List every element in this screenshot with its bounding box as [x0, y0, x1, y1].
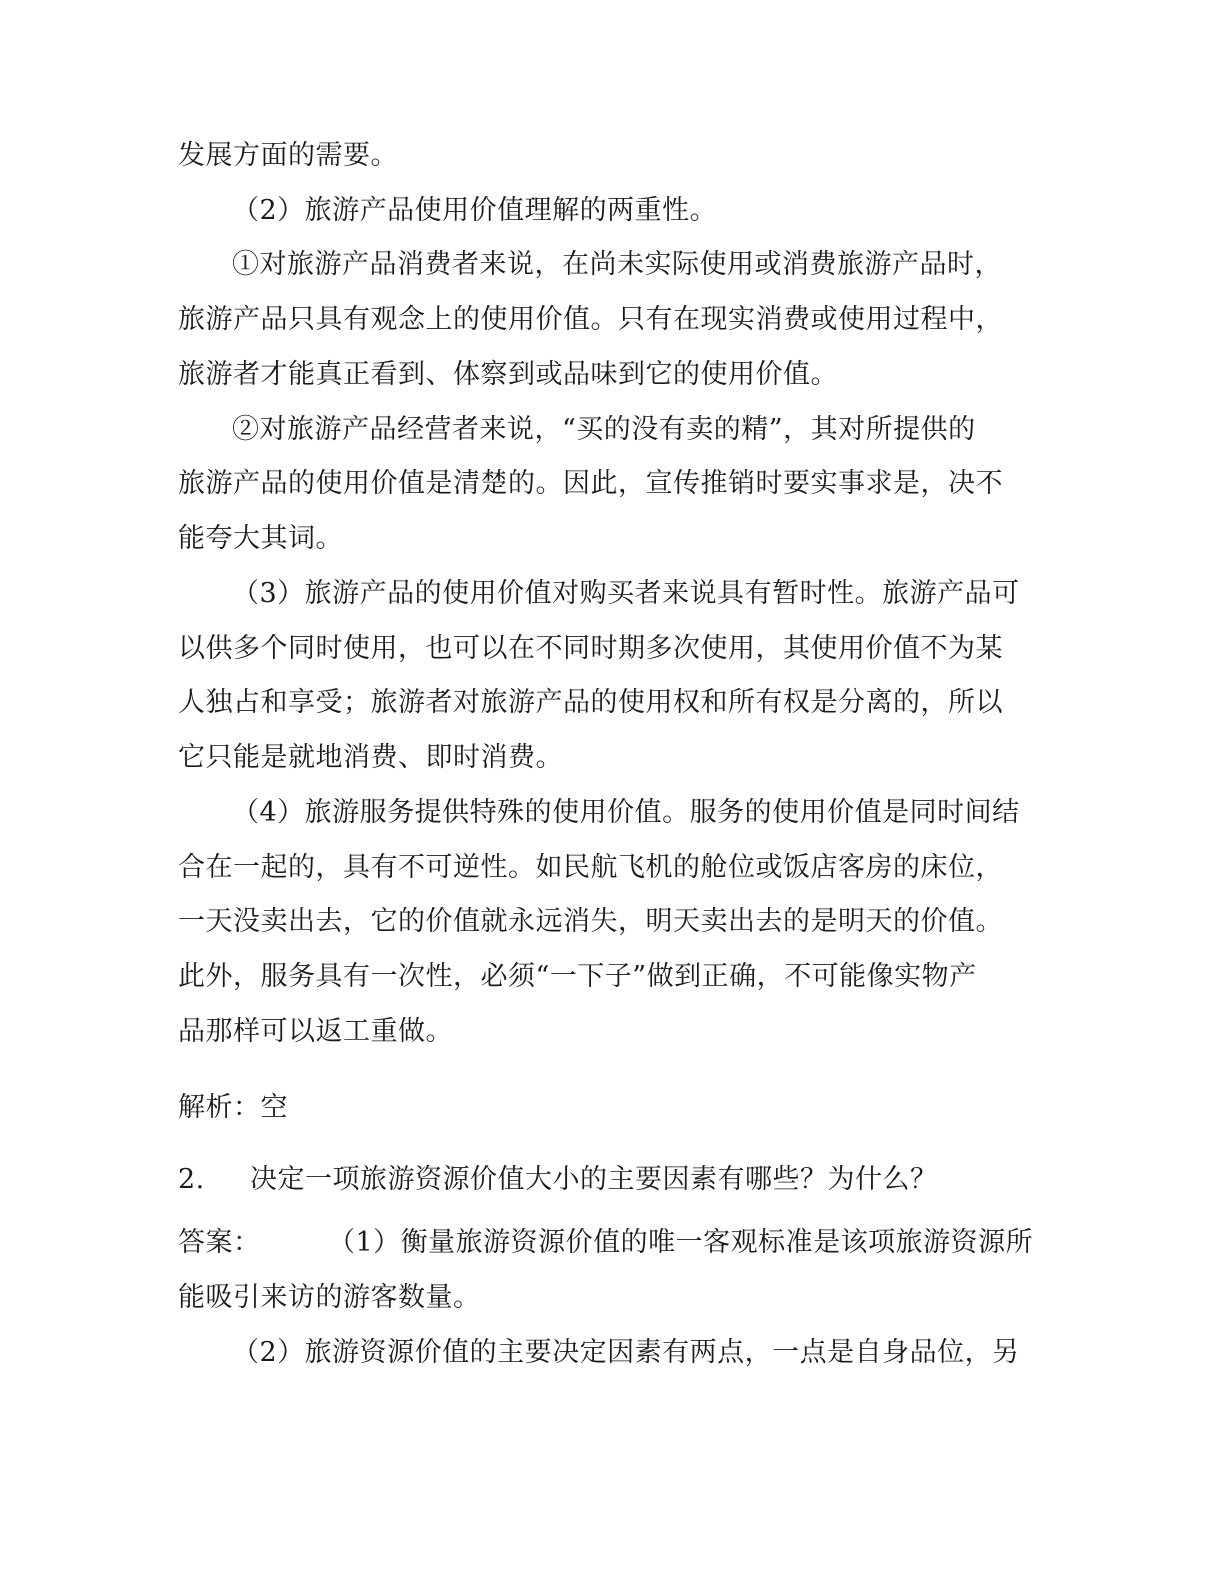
question-text: 决定一项旅游资源价值大小的主要因素有哪些？为什么？ [250, 1164, 938, 1195]
paragraph-line: （4）旅游服务提供特殊的使用价值。服务的使用价值是同时间结 [232, 797, 1020, 828]
answer-line [178, 1227, 1033, 1259]
paragraph-line: 发展方面的需要。 [178, 140, 398, 171]
paragraph-line: 旅游产品只具有观念上的使用价值。只有在现实消费或使用过程中， [178, 304, 1003, 335]
paragraph-line: 品那样可以返工重做。 [178, 1016, 453, 1047]
paragraph-line: 旅游者才能真正看到、体察到或品味到它的使用价值。 [178, 359, 838, 390]
question-number: 2. [178, 1164, 205, 1195]
paragraph-line: 一天没卖出去，它的价值就永远消失，明天卖出去的是明天的价值。 [178, 906, 1003, 937]
paragraph-line: ②对旅游产品经营者来说，“买的没有卖的精”，其对所提供的 [232, 414, 976, 445]
paragraph-line: 此外，服务具有一次性，必须“一下子”做到正确，不可能像实物产 [178, 961, 977, 992]
answer-point-1: （1）衡量旅游资源价值的唯一客观标准是该项旅游资源所 [328, 1227, 1034, 1258]
paragraph-line: （3）旅游产品的使用价值对购买者来说具有暂时性。旅游产品可 [232, 578, 1020, 609]
paragraph-line: （2）旅游产品使用价值理解的两重性。 [232, 195, 718, 226]
paragraph-line: 能吸引来访的游客数量。 [178, 1282, 481, 1313]
paragraph-line: 旅游产品的使用价值是清楚的。因此，宣传推销时要实事求是，决不 [178, 468, 1003, 499]
paragraph-line: 它只能是就地消费、即时消费。 [178, 742, 563, 773]
paragraph-line: 合在一起的，具有不可逆性。如民航飞机的舱位或饭店客房的床位， [178, 852, 1003, 883]
answer-label: 答案： [178, 1227, 261, 1258]
paragraph-line: 以供多个同时使用，也可以在不同时期多次使用，其使用价值不为某 [178, 633, 1003, 664]
analysis-line: 解析：空 [178, 1092, 288, 1123]
question-line [178, 1164, 938, 1196]
paragraph-line: ①对旅游产品消费者来说，在尚未实际使用或消费旅游产品时， [232, 249, 1002, 280]
paragraph-line: 人独占和享受；旅游者对旅游产品的使用权和所有权是分离的，所以 [178, 687, 1003, 718]
paragraph-line: 能夸大其词。 [178, 523, 343, 554]
answer-point-2: （2）旅游资源价值的主要决定因素有两点，一点是自身品位，另 [232, 1337, 1020, 1368]
